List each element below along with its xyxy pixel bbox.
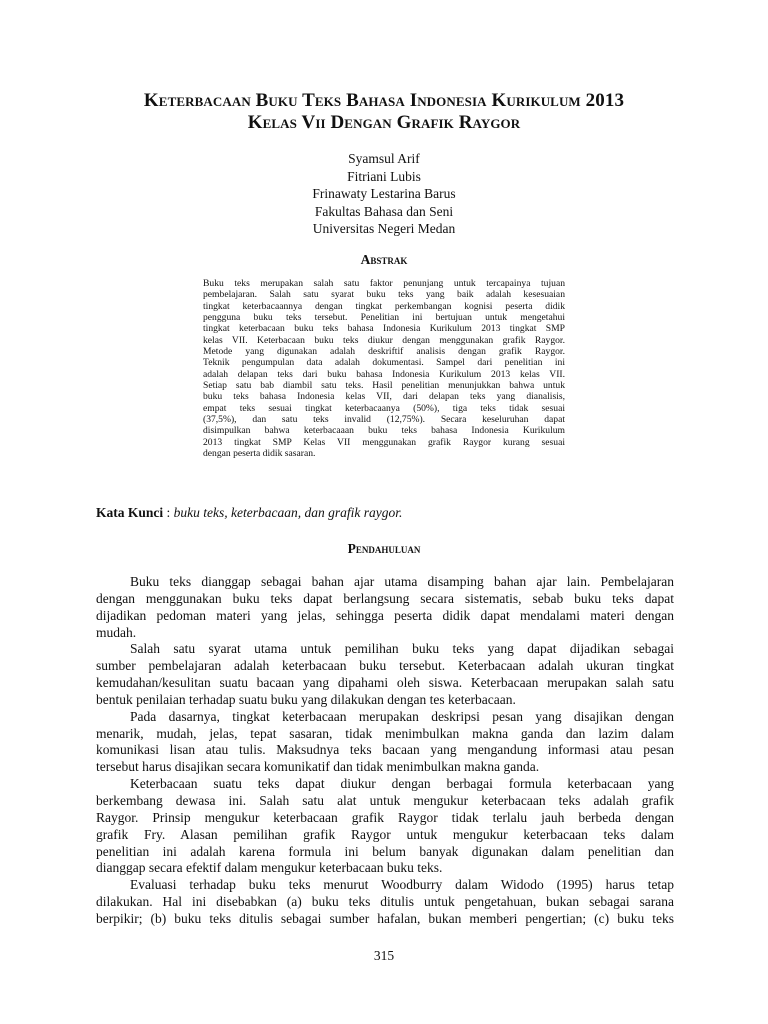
keywords-label: Kata Kunci	[96, 505, 164, 520]
body-line: Keterbacaan suatu teks dapat diukur dengan berbagai formula keterbacaan yang	[130, 776, 674, 792]
body-line: penelitian ini adalah karena formula ini belum banyak digunakan dalam penelitian dan	[96, 843, 674, 859]
body-line: Raygor. Prinsip mengukur keterbacaan grafik Raygor tidak terlalu jauh berbeda dengan	[96, 809, 674, 825]
author-name: Syamsul Arif	[348, 151, 420, 166]
body-line: dianggap secara efektif dalam mengukur keterbacaan buku teks.	[96, 860, 443, 876]
abstract-line: 2013 tingkat SMP Kelas VII menggunakan grafik Raygor kurang sesuai	[203, 436, 565, 448]
page-number: 315	[373, 948, 395, 963]
body-line: Salah satu syarat utama untuk pemilihan buku teks yang dapat dijadikan sebagai	[130, 641, 674, 657]
abstract-line: kelas VII. Keterbacaan buku teks diukur dengan menggunakan grafik Raygor.	[203, 334, 565, 346]
paper-title-line-1: Keterbacaan Buku Teks Bahasa Indonesia Kurikulum 2013	[143, 90, 625, 111]
abstract-line: dengan peserta didik sasaran.	[203, 448, 316, 460]
body-line: Buku teks dianggap sebagai bahan ajar utama disamping bahan ajar lain. Pembelajaran	[130, 574, 674, 589]
abstract-heading: Abstrak	[360, 252, 408, 267]
author-university: Universitas Negeri Medan	[312, 221, 456, 237]
body-line: komunikasi lisan atau tulis. Maksudnya teks bacaan yang mengandung informasi atau pesan	[96, 742, 674, 758]
abstract-line: Buku teks merupakan salah satu faktor penunjang untuk tercapainya tujuan	[203, 278, 565, 289]
abstract-body	[203, 278, 565, 460]
section-heading-pendahuluan: Pendahuluan	[347, 541, 421, 556]
body-line: grafik Fry. Alasan pemilihan grafik Raygor untuk mengukur keterbacaan teks dalam	[96, 826, 674, 842]
abstract-line: pengguna buku teks tersebut. Penelitian ini bertujuan untuk mengetahui	[203, 312, 565, 324]
abstract-line: buku teks bahasa Indonesia kelas VII, dari delapan teks yang dianalisis,	[203, 391, 565, 403]
body-line: dilakukan. Hal ini disebabkan (a) buku teks ditulis untuk pengetahuan, bukan sebagai sarana	[96, 894, 674, 910]
abstract-line: Setiap satu bab diambil satu teks. Hasil penelitian menunjukkan bahwa untuk	[203, 380, 565, 392]
body-line: Evaluasi terhadap buku teks menurut Woodburry dalam Widodo (1995) harus tetap	[130, 877, 674, 893]
keywords-separator: :	[163, 505, 174, 520]
paper-title-line-2: Kelas Vii Dengan Grafik Raygor	[247, 112, 521, 133]
body-line: menarik, mudah, jelas, tepat sasaran, tidak menimbulkan makna ganda dan lazim dalam	[96, 725, 674, 741]
body-line: bentuk penilaian terhadap suatu buku yang dilakukan dengan tes keterbacaan.	[96, 691, 516, 707]
body-text	[96, 574, 674, 928]
paper-title	[60, 90, 708, 134]
author-faculty: Fakultas Bahasa dan Seni	[314, 203, 454, 219]
abstract-line: (37,5%), dan satu teks invalid (12,75%). Secara keseluruhan dapat	[203, 414, 565, 426]
body-line: kemudahan/kesulitan suatu bacaan yang dipahami oleh siswa. Keterbacaan merupakan salah satu	[96, 675, 674, 691]
abstract-line: tingkat keterbacaan buku teks bahasa Indonesia Kurikulum 2013 tingkat SMP	[203, 323, 565, 335]
abstract-line: pembelajaran. Salah satu syarat buku teks yang baik adalah kesesuaian	[203, 289, 565, 301]
author-name: Frinawaty Lestarina Barus	[312, 186, 456, 202]
body-line: berpikir; (b) buku teks ditulis sebagai sumber hafalan, bukan memberi pengertian; (c) buku teks	[96, 910, 674, 926]
body-line: berkembang dewasa ini. Salah satu alat untuk mengukur keterbacaan teks adalah grafik	[96, 792, 674, 808]
author-name: Fitriani Lubis	[347, 168, 421, 184]
abstract-line: adalah delapan teks dari buku bahasa Indonesia Kurikulum 2013 kelas VII.	[203, 368, 565, 380]
abstract-line: Teknik pengumpulan data adalah dokumentasi. Sampel dari penelitian ini	[203, 357, 565, 369]
body-line: mudah.	[96, 624, 137, 640]
keywords	[96, 505, 402, 521]
body-line: sumber pembelajaran adalah keterbacaan buku tersebut. Keterbacaan adalah ukuran tingkat	[96, 658, 674, 674]
author-block	[0, 150, 768, 238]
body-line: tersebut harus disajikan secara komunikatif dan tidak menimbulkan makna ganda.	[96, 759, 540, 775]
abstract-line: empat teks sesuai tingkat keterbacaanya (50%), tiga teks tidak sesuai	[203, 402, 565, 414]
keywords-value: buku teks, keterbacaan, dan grafik raygor.	[173, 505, 403, 520]
abstract-line: disimpulkan bahwa keterbacaaan buku teks bahasa Indonesia Kurikulum	[203, 425, 565, 437]
abstract-line: tingkat keterbacaannya dengan tingkat perkembangan kognisi peserta didik	[203, 300, 565, 312]
body-line: Pada dasarnya, tingkat keterbacaan merupakan deskripsi pesan yang disajikan dengan	[130, 708, 674, 724]
body-line: dijadikan pedoman materi yang jelas, sehingga peserta didik dapat mendalami materi dengan	[96, 607, 674, 623]
body-line: dengan menggunakan buku teks dapat berlangsung secara sistematis, sebab buku teks dapat	[96, 590, 674, 606]
abstract-line: Metode yang digunakan adalah deskriftif analisis dengan grafik Raygor.	[203, 346, 565, 358]
